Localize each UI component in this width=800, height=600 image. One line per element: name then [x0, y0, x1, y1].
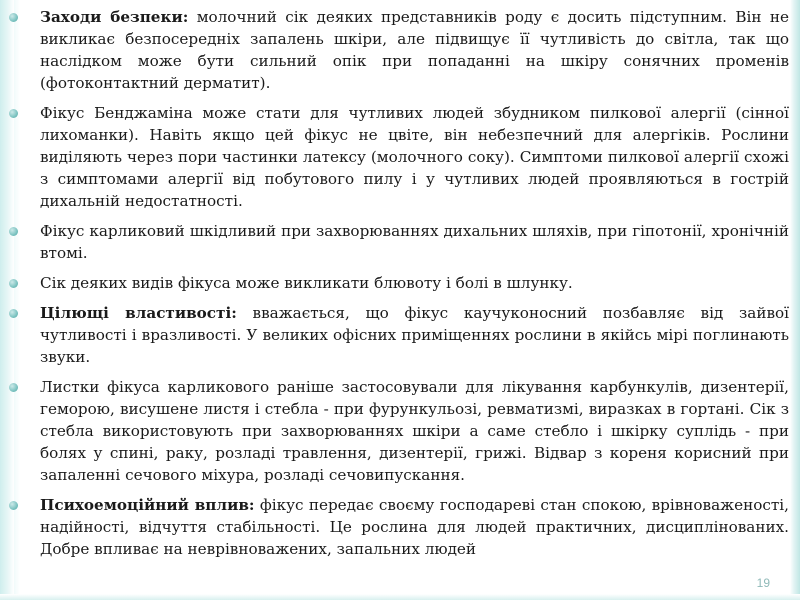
bullet-icon	[9, 13, 18, 22]
bullet-item-psychoemotional	[40, 494, 789, 560]
bottom-decorative-band	[0, 594, 800, 600]
left-decorative-band-inner	[14, 0, 20, 600]
bullet-item-safety	[40, 6, 789, 94]
bullet-item-vomiting	[40, 272, 789, 294]
bullet-text: Сік деяких видів фікуса може викликати блювоту і болі в шлунку.	[40, 274, 573, 292]
left-decorative-band	[0, 0, 14, 600]
bullet-label: Цілющі властивості:	[40, 304, 237, 322]
bullet-icon	[9, 309, 18, 318]
bullet-item-leaves-treatment	[40, 376, 789, 486]
bullet-text: Фікус Бенджаміна може стати для чутливих людей збудником пилкової алергії (сінної лихоманки). Навіть якщо цей фікус не цвіте, він небезпечний для алергіків. Рослини виділяють через пори частинки латексу (молочного соку). Симптоми пилкової алергії схожі з симптомами алергії від побутового пилу і у чутливих людей проявляються в гострій дихальній недостатності.	[40, 104, 789, 210]
bullet-text: молочний сік деяких представників роду є досить підступним. Він не викликає безпосередніх запалень шкіри, але підвищує її чутливість до світла, так що наслідком може бути сильний опік при попаданні на шкіру сонячних променів (фотоконтактний дерматит).	[40, 8, 789, 92]
bullet-icon	[9, 383, 18, 392]
bullet-item-benjamina	[40, 102, 789, 212]
bullet-label: Заходи безпеки:	[40, 8, 189, 26]
bullet-icon	[9, 279, 18, 288]
bullet-item-dwarf-harmful	[40, 220, 789, 264]
bullet-text: Листки фікуса карликового раніше застосовували для лікування карбункулів, дизентерії, геморою, висушене листя і стебла - при фурункульозі, ревматизмі, виразках в гортані. Сік з стебла використовують при захворюваннях шкіри а саме стебло і шкірку суплідь - при болях у спині, раку, розладі травлення, дизентерії, грижі. Відвар з кореня корисний при запаленні сечового міхура, розладі сечовипускання.	[40, 378, 789, 484]
bullet-text: фікус передає своєму господареві стан спокою, врівноваженості, надійності, відчуття стабільності. Це рослина для людей практичних, дисциплінованих. Добре впливає на неврівноважених, запальних людей	[40, 496, 789, 558]
page-number: 19	[756, 576, 770, 590]
bullet-list	[40, 6, 789, 560]
bullet-item-healing	[40, 302, 789, 368]
bullet-icon	[9, 227, 18, 236]
bullet-icon	[9, 501, 18, 510]
bullet-text: вважається, що фікус каучуконосний позбавляє від зайвої чутливості і вразливості. У великих офісних приміщеннях рослини в якійсь мірі поглинають звуки.	[40, 304, 789, 366]
bullet-label: Психоемоційний вплив:	[40, 496, 255, 514]
right-decorative-band	[790, 0, 800, 600]
bullet-icon	[9, 109, 18, 118]
bullet-text: Фікус карликовий шкідливий при захворюваннях дихальних шляхів, при гіпотонії, хронічній втомі.	[40, 222, 789, 262]
